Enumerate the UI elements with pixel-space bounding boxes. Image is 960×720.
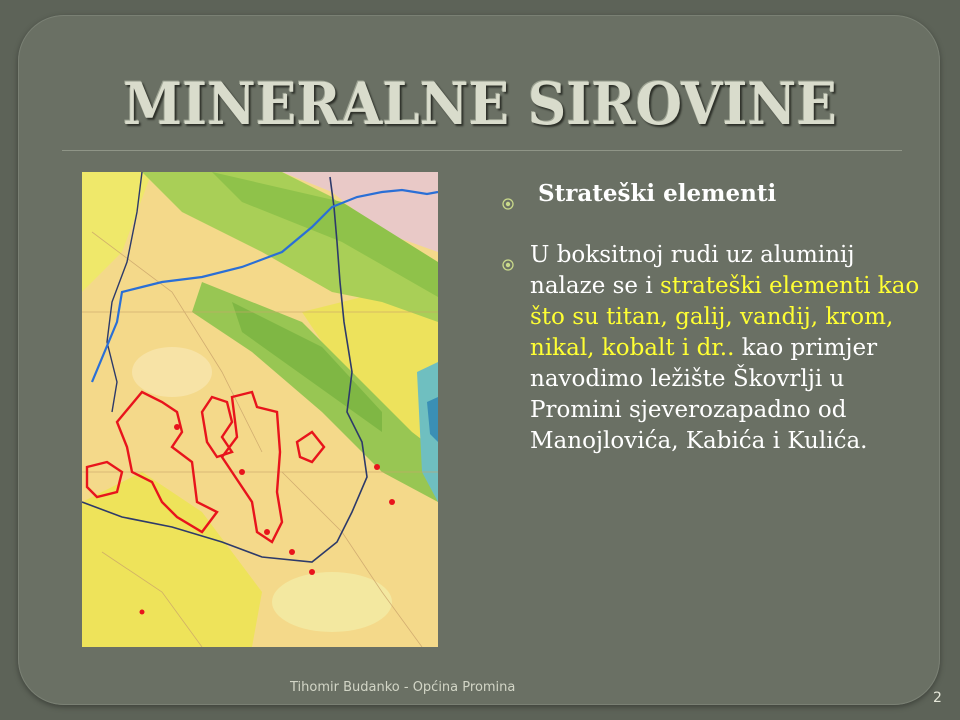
bullet-list <box>500 178 920 457</box>
bullet-item-boksit <box>500 240 920 457</box>
slide-title: MINERALNE SIROVINE <box>123 70 837 138</box>
slide-footer: Tihomir Budanko - Općina Promina <box>290 680 516 695</box>
page-number: 2 <box>933 690 942 706</box>
bullet-text-intro: U boksitnoj rudi uz aluminij nalaze se i <box>530 242 855 299</box>
bullet-text-highlight: strateški elementi kao što su titan, galij, vandij, krom, nikal, kobalt i dr.. <box>530 273 920 361</box>
circle-target-icon <box>502 249 514 261</box>
geological-map-drawing <box>82 172 438 647</box>
title-divider <box>62 150 902 151</box>
geological-map-image <box>82 172 438 647</box>
bullet-item-strateski-elementi <box>500 178 920 209</box>
bullet-text: Strateški elementi <box>538 180 777 207</box>
bullet-text-rest: kao primjer navodimo ležište Škovrlji u Promini sjeverozapadno od Manojlovića, Kabića i Kulića. <box>530 335 878 454</box>
circle-target-icon <box>502 187 514 199</box>
